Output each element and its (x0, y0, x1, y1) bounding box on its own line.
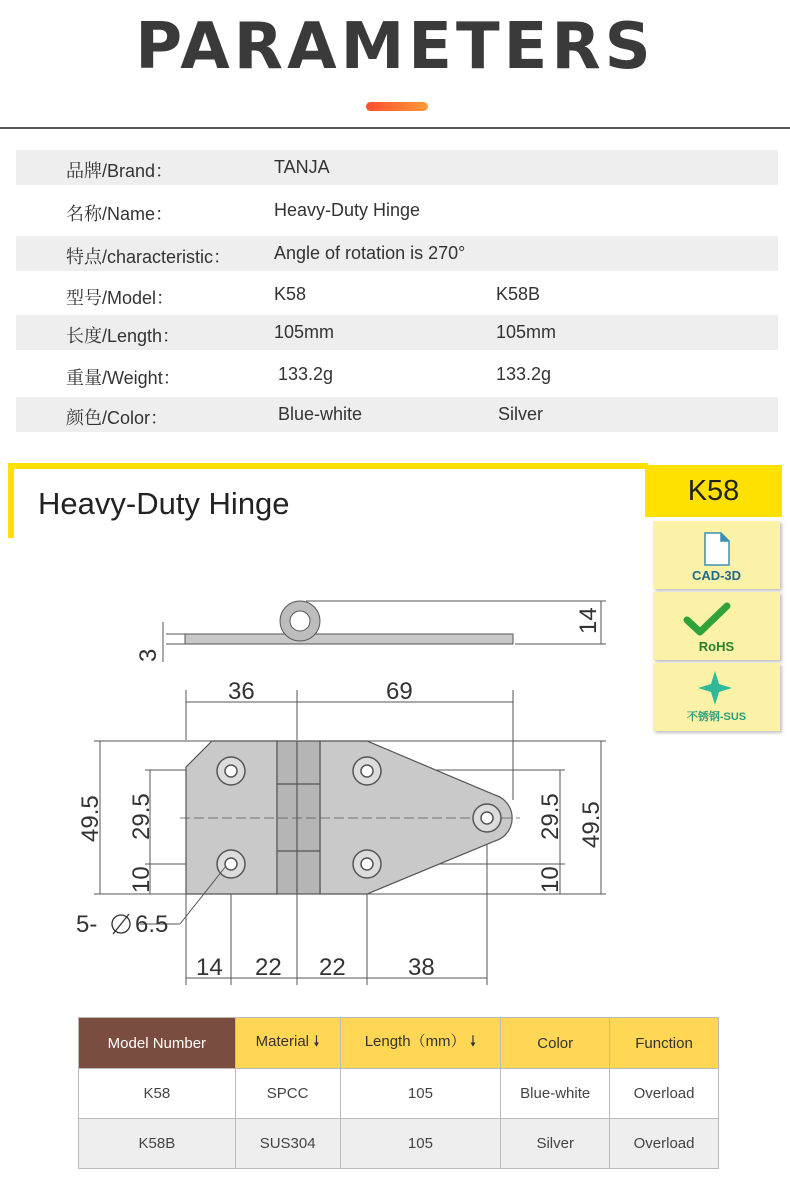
cell-material: SUS304 (235, 1119, 340, 1169)
cell-color: Blue-white (501, 1069, 610, 1119)
product-title: Heavy-Duty Hinge (38, 486, 290, 521)
dim-left-inner: 29.5 (128, 793, 155, 840)
dim-side-height: 14 (575, 607, 602, 634)
dim-bottom-3: 22 (319, 954, 346, 981)
side-view-pin (290, 611, 310, 631)
param-value-2: K58B (496, 284, 541, 304)
param-value: TANJA (274, 157, 330, 177)
col-length[interactable] (340, 1018, 501, 1069)
title-divider (0, 127, 790, 129)
param-row-color (16, 397, 778, 432)
document-icon (653, 521, 780, 571)
cell-model: K58 (79, 1069, 236, 1119)
param-value: K58 (274, 284, 307, 304)
col-length-label: Length（mm） (364, 1033, 466, 1050)
dim-right-outer: 49.5 (578, 801, 605, 848)
rohs-label: RoHS (698, 639, 735, 654)
param-value: 105mm (274, 322, 335, 342)
dim-right-inner: 29.5 (537, 793, 564, 840)
hinge-technical-drawing (60, 580, 620, 990)
cell-model: K58B (79, 1119, 236, 1169)
param-label: 型号/Model： (66, 288, 175, 308)
table-row (79, 1119, 719, 1169)
dim-bottom-2: 22 (255, 954, 282, 981)
param-value: Angle of rotation is 270° (274, 243, 466, 263)
param-row-model (16, 277, 778, 312)
sort-down-icon: 🠗 (313, 1032, 320, 1050)
spec-table (78, 1017, 719, 1169)
spec-header-row (79, 1018, 719, 1069)
col-color: Color (501, 1018, 610, 1069)
param-label: 名称/Name： (66, 204, 174, 224)
dim-bottom-4: 38 (408, 954, 435, 981)
sort-down-icon: 🠗 (469, 1033, 477, 1050)
cad-3d-label: CAD-3D (691, 568, 742, 583)
param-value-2: 105mm (496, 322, 557, 342)
cell-length: 105 (340, 1119, 501, 1169)
param-label: 长度/Length： (66, 326, 181, 346)
col-material[interactable] (235, 1018, 340, 1069)
cad-3d-badge[interactable] (653, 521, 780, 589)
dim-hole-prefix: 5- (76, 911, 98, 938)
param-row-name (16, 193, 778, 228)
dim-bottom-1: 14 (196, 954, 223, 981)
param-label: 特点/characteristic： (66, 247, 232, 267)
table-row (79, 1069, 719, 1119)
param-value-2: 133.2g (496, 364, 552, 384)
dim-hole-diameter: 6.5 (135, 911, 169, 938)
title-accent-bar (366, 102, 428, 111)
param-row-length (16, 315, 778, 350)
sparkle-icon (653, 663, 780, 713)
param-value: 133.2g (278, 364, 334, 384)
param-label: 重量/Weight： (66, 368, 181, 388)
sus-badge[interactable] (653, 663, 780, 731)
cell-material: SPCC (235, 1069, 340, 1119)
param-row-characteristic (16, 236, 778, 271)
param-row-brand (16, 150, 778, 185)
dim-right-bottom: 10 (537, 866, 564, 893)
dim-left-outer: 49.5 (77, 795, 104, 842)
knuckle (277, 741, 320, 894)
param-value: Heavy-Duty Hinge (274, 200, 421, 220)
checkmark-icon (653, 592, 780, 642)
cell-color: Silver (501, 1119, 610, 1169)
rohs-badge[interactable] (653, 592, 780, 660)
page-title: PARAMETERS (135, 10, 655, 84)
dim-top-right: 69 (386, 678, 413, 705)
col-model-number: Model Number (79, 1018, 236, 1069)
param-value: Blue-white (278, 404, 363, 424)
col-material-label: Material (255, 1032, 310, 1050)
param-label: 品牌/Brand： (66, 161, 174, 181)
dim-left-bottom: 10 (128, 866, 155, 893)
param-label: 颜色/Color： (66, 408, 169, 428)
dim-top-left: 36 (228, 678, 255, 705)
sus-label: 不锈钢-SUS (686, 711, 747, 723)
col-function: Function (610, 1018, 719, 1069)
dim-side-thickness: 3 (135, 648, 162, 662)
model-tag: K58 (645, 465, 782, 517)
cell-function: Overload (610, 1119, 719, 1169)
cell-length: 105 (340, 1069, 501, 1119)
param-row-weight (16, 357, 778, 392)
cell-function: Overload (610, 1069, 719, 1119)
param-value-2: Silver (498, 404, 544, 424)
side-view-plate (185, 634, 513, 644)
